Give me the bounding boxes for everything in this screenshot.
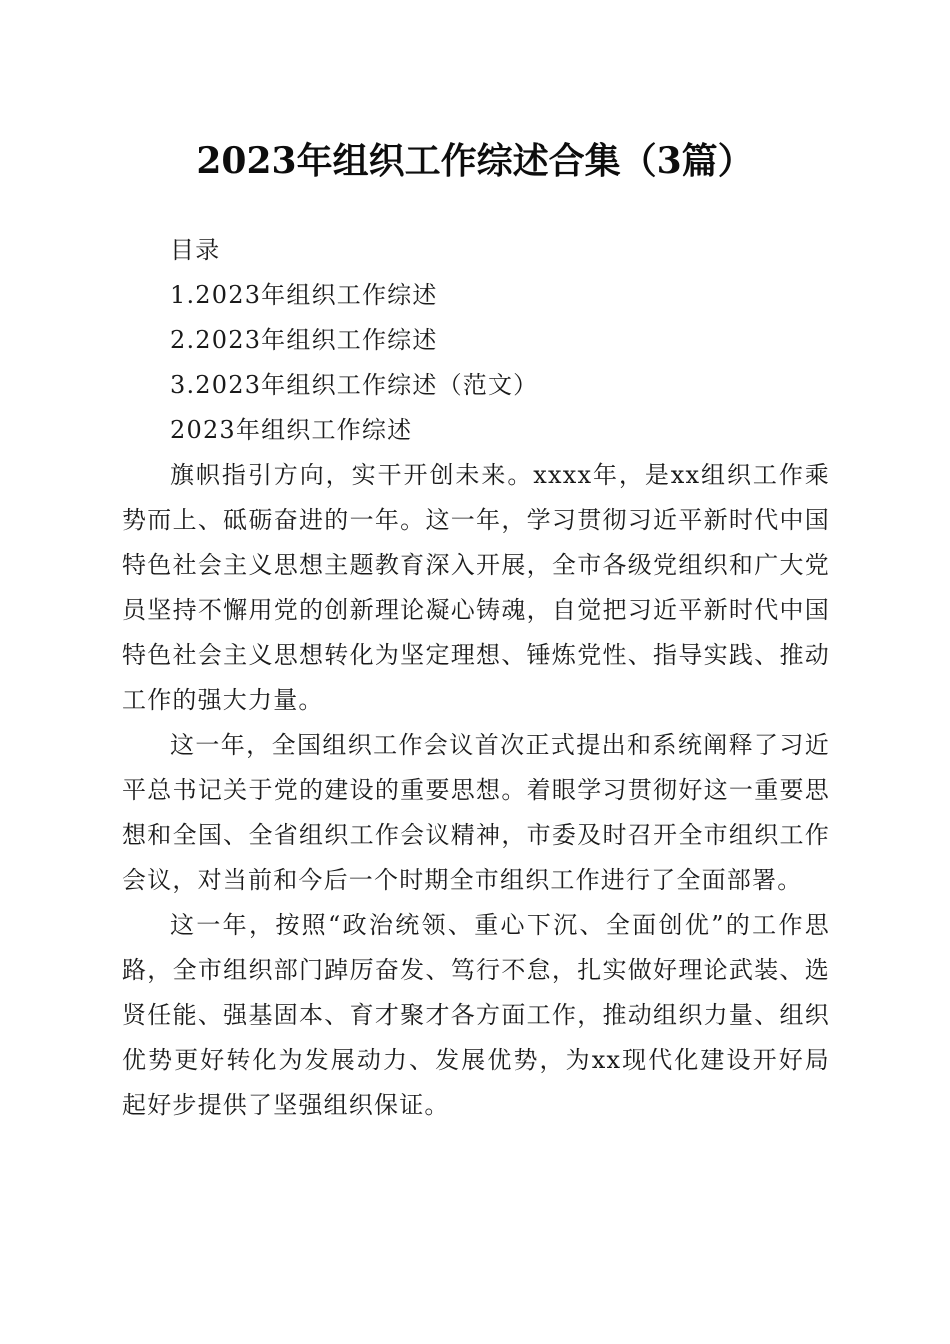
toc-item-2: 2.2023年组织工作综述 [170,326,438,354]
paragraph-1: 旗帜指引方向，实干开创未来。xxxx年，是xx组织工作乘势而上、砥砺奋进的一年。这一年，学习贯彻习近平新时代中国特色社会主义思想主题教育深入开展，全市各级党组织和广大党员坚持不懈用党的创新理论凝心铸魂，自觉把习近平新时代中国特色社会主义思想转化为坚定理想、锤炼党性、指导实践、推动工作的强大力量。 [122,461,830,714]
section-heading: 2023年组织工作综述 [170,416,413,444]
toc-heading: 目录 [170,236,221,264]
toc-item-3: 3.2023年组织工作综述（范文） [170,371,539,399]
paragraph-3: 这一年，按照“政治统领、重心下沉、全面创优”的工作思路，全市组织部门踔厉奋发、笃行不怠，扎实做好理论武装、选贤任能、强基固本、育才聚才各方面工作，推动组织力量、组织优势更好转化为发展动力、发展优势，为xx现代化建设开好局起好步提供了坚强组织保证。 [122,911,830,1119]
document-body [122,228,830,1128]
toc-item-1: 1.2023年组织工作综述 [170,281,438,309]
document-title: 2023年组织工作综述合集（3篇） [196,140,754,182]
paragraph-2: 这一年，全国组织工作会议首次正式提出和系统阐释了习近平总书记关于党的建设的重要思想。着眼学习贯彻好这一重要思想和全国、全省组织工作会议精神，市委及时召开全市组织工作会议，对当前和今后一个时期全市组织工作进行了全面部署。 [122,731,830,894]
